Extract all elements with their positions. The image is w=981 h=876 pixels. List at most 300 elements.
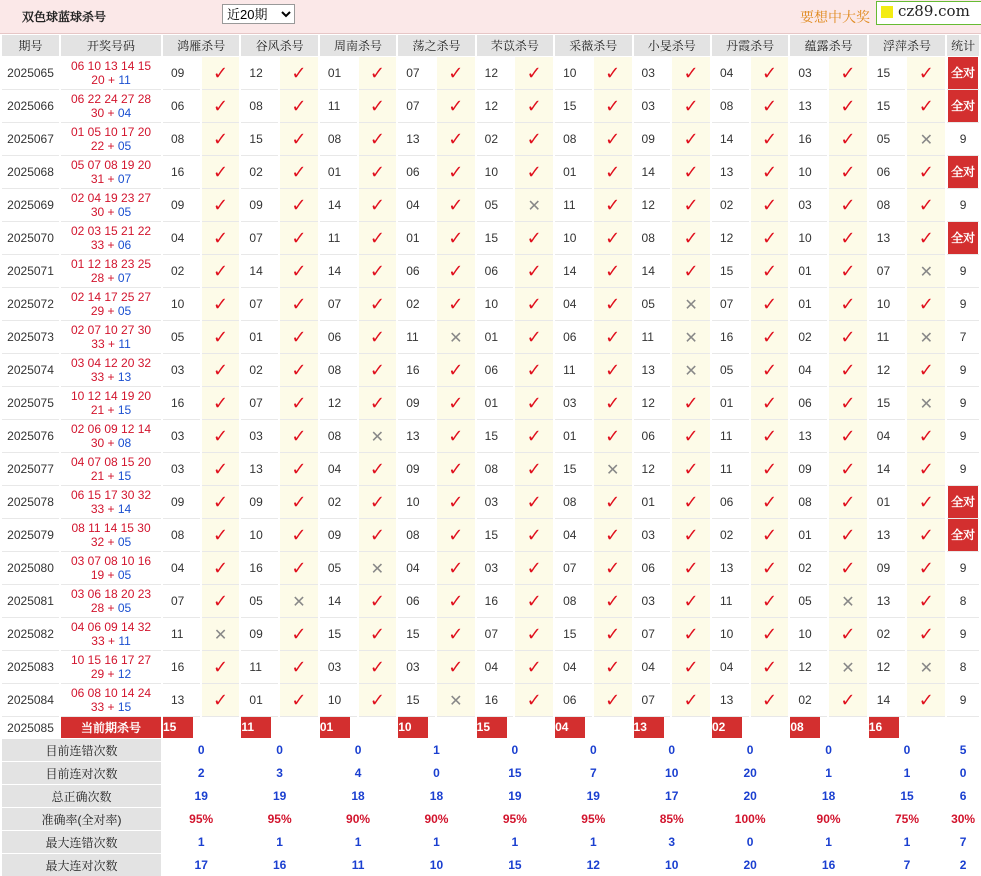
red-balls-line2: 19 + 05 (90, 568, 132, 582)
result-mark-cell (907, 519, 945, 552)
summary-value: 0 (398, 761, 474, 784)
kill-number-cell: 01 (790, 519, 827, 552)
check-icon: ✓ (526, 359, 542, 381)
stat-cell (947, 651, 979, 684)
check-icon: ✓ (291, 194, 307, 216)
cross-icon: ✕ (684, 327, 698, 347)
kill-number-cell: 07 (634, 618, 671, 651)
kill-number-cell: 09 (634, 123, 671, 156)
result-mark-cell (280, 684, 318, 717)
kill-number-cell: 02 (712, 519, 749, 552)
result-mark-cell (594, 387, 632, 420)
kill-number-cell: 11 (398, 321, 435, 354)
kill-number-cell: 11 (241, 651, 278, 684)
current-pick-badge: 08 (790, 717, 820, 738)
result-mark-cell (202, 486, 240, 519)
summary-value: 11 (320, 853, 396, 876)
table-row (2, 453, 979, 486)
result-mark-cell (751, 255, 789, 288)
kill-number-cell: 09 (790, 453, 827, 486)
result-mark-cell (829, 618, 867, 651)
kill-number-cell: 11 (320, 222, 357, 255)
kill-number-cell: 07 (712, 288, 749, 321)
summary-label: 总正确次数 (2, 784, 161, 807)
result-mark-cell (907, 189, 945, 222)
period-cell: 2025084 (2, 684, 59, 717)
result-mark-cell (202, 90, 240, 123)
check-icon: ✓ (840, 359, 856, 381)
kill-number-cell: 09 (163, 57, 200, 90)
current-pick-cell (555, 717, 592, 738)
result-mark-cell (907, 651, 945, 684)
period-range-select[interactable] (222, 4, 295, 24)
result-mark-cell (751, 420, 789, 453)
summary-label: 目前连对次数 (2, 761, 161, 784)
result-mark-cell (672, 684, 710, 717)
result-mark-cell (751, 519, 789, 552)
check-icon: ✓ (683, 623, 699, 645)
red-balls-line1: 06 10 13 14 15 (70, 59, 152, 73)
check-icon: ✓ (212, 359, 229, 381)
result-mark-cell (437, 387, 475, 420)
result-mark-cell (829, 651, 867, 684)
stat-value: 9 (959, 462, 967, 476)
cross-icon: ✕ (841, 657, 855, 677)
check-icon: ✓ (369, 260, 385, 282)
result-mark-cell (515, 684, 553, 717)
result-mark-cell (594, 90, 632, 123)
check-icon: ✓ (918, 557, 934, 579)
stat-cell (947, 354, 979, 387)
table-row (2, 585, 979, 618)
check-icon: ✓ (526, 524, 542, 546)
summary-value: 1 (790, 830, 866, 853)
kill-number-cell: 01 (241, 684, 278, 717)
cross-icon: ✕ (449, 690, 463, 710)
result-mark-cell (280, 420, 318, 453)
result-mark-cell (359, 57, 397, 90)
result-mark-cell (202, 156, 240, 189)
check-icon: ✓ (448, 293, 464, 315)
kill-number-cell: 06 (398, 156, 435, 189)
result-mark-cell (672, 123, 710, 156)
period-cell: 2025077 (2, 453, 59, 486)
kill-number-cell: 04 (163, 552, 200, 585)
blue-ball: 12 (117, 667, 132, 681)
result-mark-cell (672, 519, 710, 552)
check-icon: ✓ (212, 392, 229, 414)
check-icon: ✓ (448, 656, 464, 678)
summary-value: 95% (477, 807, 553, 830)
kill-number-cell: 04 (398, 189, 435, 222)
red-balls-line2: 33 + 06 (90, 238, 132, 252)
kill-number-cell: 03 (398, 651, 435, 684)
check-icon: ✓ (605, 227, 621, 249)
kill-number-cell: 03 (634, 585, 671, 618)
stat-value: 9 (959, 429, 967, 443)
check-icon: ✓ (369, 359, 385, 381)
cross-icon: ✕ (919, 327, 934, 347)
kill-number-cell: 11 (555, 189, 592, 222)
table-row (2, 189, 979, 222)
kill-number-cell: 13 (712, 552, 749, 585)
red-balls-line2: 29 + 05 (90, 304, 132, 318)
all-correct-badge: 全对 (948, 156, 978, 188)
kill-number-cell: 07 (398, 57, 435, 90)
stat-value: 9 (959, 297, 967, 311)
result-mark-cell (594, 552, 632, 585)
check-icon: ✓ (761, 326, 778, 348)
kill-number-cell: 01 (477, 387, 514, 420)
current-pick-spacer (359, 717, 397, 738)
period-cell: 2025074 (2, 354, 59, 387)
table-row (2, 90, 979, 123)
current-pick-spacer (280, 717, 318, 738)
summary-value: 0 (790, 738, 866, 761)
stat-cell (947, 420, 979, 453)
red-balls-line1: 02 04 19 23 27 (70, 191, 152, 205)
summary-value: 0 (241, 738, 317, 761)
kill-number-cell: 08 (163, 123, 200, 156)
red-balls-line1: 06 08 10 14 24 (70, 686, 152, 700)
kill-number-cell: 14 (634, 255, 671, 288)
check-icon: ✓ (369, 95, 385, 117)
kill-number-cell: 03 (634, 90, 671, 123)
red-balls-line1: 03 07 08 10 16 (70, 554, 152, 568)
result-mark-cell (280, 585, 318, 618)
check-icon: ✓ (448, 623, 464, 645)
check-icon: ✓ (918, 590, 934, 612)
current-period-row (2, 717, 979, 738)
stat-cell (947, 387, 979, 420)
kill-number-cell: 06 (477, 255, 514, 288)
result-mark-cell (280, 387, 318, 420)
result-mark-cell (202, 684, 240, 717)
kill-number-cell: 10 (477, 288, 514, 321)
result-mark-cell (359, 90, 397, 123)
check-icon: ✓ (369, 656, 385, 678)
current-pick-spacer (202, 717, 240, 738)
kill-number-cell: 14 (241, 255, 278, 288)
stat-cell (947, 552, 979, 585)
current-pick-cell (712, 717, 749, 738)
all-correct-badge: 全对 (948, 486, 978, 518)
summary-value: 19 (555, 784, 631, 807)
check-icon: ✓ (605, 524, 621, 546)
result-mark-cell (672, 57, 710, 90)
result-mark-cell (202, 618, 240, 651)
table-row (2, 288, 979, 321)
table-row (2, 486, 979, 519)
check-icon: ✓ (369, 491, 385, 513)
check-icon: ✓ (918, 62, 934, 84)
result-mark-cell (829, 321, 867, 354)
kill-number-cell: 01 (712, 387, 749, 420)
blue-ball: 15 (117, 469, 132, 483)
result-mark-cell (672, 618, 710, 651)
check-icon: ✓ (212, 557, 229, 579)
result-mark-cell (359, 453, 397, 486)
kill-number-cell: 03 (555, 387, 592, 420)
kill-number-cell: 02 (398, 288, 435, 321)
blue-ball: 08 (117, 436, 132, 450)
check-icon: ✓ (369, 392, 385, 414)
result-mark-cell (829, 189, 867, 222)
summary-value: 1 (398, 830, 474, 853)
stat-value: 9 (959, 693, 967, 707)
check-icon: ✓ (605, 590, 621, 612)
result-mark-cell (594, 222, 632, 255)
kill-number-cell: 15 (398, 684, 435, 717)
cross-icon: ✕ (370, 558, 385, 578)
result-mark-cell (594, 255, 632, 288)
summary-value: 20 (712, 784, 788, 807)
result-mark-cell (202, 321, 240, 354)
check-icon: ✓ (840, 227, 856, 249)
summary-stat-value: 6 (947, 784, 979, 807)
summary-value: 0 (712, 830, 788, 853)
kill-number-cell: 16 (477, 684, 514, 717)
result-mark-cell (829, 519, 867, 552)
kill-number-cell: 01 (398, 222, 435, 255)
kill-number-cell: 12 (634, 453, 671, 486)
draw-numbers-cell (61, 387, 161, 420)
check-icon: ✓ (840, 260, 856, 282)
period-cell: 2025073 (2, 321, 59, 354)
check-icon: ✓ (761, 689, 778, 711)
current-pick-cell (634, 717, 671, 738)
kill-number-cell: 02 (790, 684, 827, 717)
result-mark-cell (359, 387, 397, 420)
check-icon: ✓ (291, 491, 307, 513)
result-mark-cell (202, 354, 240, 387)
result-mark-cell (437, 222, 475, 255)
stat-cell (947, 519, 979, 552)
kill-number-cell: 15 (398, 618, 435, 651)
result-mark-cell (907, 684, 945, 717)
result-mark-cell (280, 552, 318, 585)
red-balls-line2: 30 + 08 (90, 436, 132, 450)
result-mark-cell (672, 453, 710, 486)
summary-value: 0 (477, 738, 553, 761)
result-mark-cell (751, 585, 789, 618)
result-mark-cell (672, 222, 710, 255)
kill-number-cell: 03 (634, 519, 671, 552)
blue-ball: 11 (118, 337, 131, 351)
kill-number-cell: 06 (398, 255, 435, 288)
result-mark-cell (280, 288, 318, 321)
result-mark-cell (672, 651, 710, 684)
kill-number-cell: 07 (163, 585, 200, 618)
check-icon: ✓ (605, 689, 621, 711)
result-mark-cell (672, 156, 710, 189)
check-icon: ✓ (291, 458, 307, 480)
check-icon: ✓ (369, 62, 385, 84)
summary-value: 0 (320, 738, 396, 761)
result-mark-cell (594, 156, 632, 189)
check-icon: ✓ (212, 656, 229, 678)
kill-number-cell: 14 (869, 453, 906, 486)
check-icon: ✓ (526, 62, 542, 84)
check-icon: ✓ (683, 260, 699, 282)
kill-number-cell: 13 (634, 354, 671, 387)
check-icon: ✓ (605, 260, 621, 282)
draw-numbers-cell (61, 255, 161, 288)
draw-numbers-cell (61, 189, 161, 222)
kill-number-cell: 09 (398, 387, 435, 420)
kill-number-cell: 05 (320, 552, 357, 585)
check-icon: ✓ (448, 392, 464, 414)
check-icon: ✓ (840, 425, 856, 447)
kill-number-cell: 13 (790, 90, 827, 123)
result-mark-cell (359, 321, 397, 354)
check-icon: ✓ (212, 260, 229, 282)
check-icon: ✓ (526, 95, 542, 117)
kill-number-cell: 15 (477, 519, 514, 552)
result-mark-cell (594, 288, 632, 321)
summary-row (2, 761, 979, 784)
current-pick-badge: 15 (163, 717, 193, 738)
kill-number-cell: 04 (320, 453, 357, 486)
kill-number-cell: 14 (320, 255, 357, 288)
check-icon: ✓ (605, 392, 621, 414)
header-predictor: 小旻杀号 (634, 35, 710, 57)
cross-icon: ✕ (919, 657, 934, 677)
kill-number-cell: 12 (790, 651, 827, 684)
result-mark-cell (280, 453, 318, 486)
red-balls-line1: 04 07 08 15 20 (70, 455, 152, 469)
check-icon: ✓ (840, 128, 856, 150)
check-icon: ✓ (291, 62, 307, 84)
check-icon: ✓ (683, 194, 699, 216)
kill-number-cell: 06 (477, 354, 514, 387)
period-cell: 2025066 (2, 90, 59, 123)
current-stat-cell (947, 717, 979, 738)
result-mark-cell (515, 222, 553, 255)
summary-value: 1 (555, 830, 631, 853)
kill-number-cell: 08 (790, 486, 827, 519)
check-icon: ✓ (369, 293, 385, 315)
header-stat: 统计 (947, 35, 979, 57)
check-icon: ✓ (605, 62, 621, 84)
check-icon: ✓ (291, 293, 307, 315)
kill-number-cell: 16 (163, 156, 200, 189)
result-mark-cell (829, 453, 867, 486)
check-icon: ✓ (526, 128, 542, 150)
check-icon: ✓ (369, 689, 385, 711)
result-mark-cell (437, 288, 475, 321)
result-mark-cell (829, 156, 867, 189)
kill-number-cell: 13 (869, 585, 906, 618)
summary-value: 4 (320, 761, 396, 784)
check-icon: ✓ (918, 491, 934, 513)
result-mark-cell (437, 255, 475, 288)
period-cell: 2025076 (2, 420, 59, 453)
result-mark-cell (359, 552, 397, 585)
kill-number-cell: 04 (634, 651, 671, 684)
check-icon: ✓ (291, 326, 307, 348)
red-balls-line2: 28 + 05 (90, 601, 132, 615)
kill-number-cell: 04 (477, 651, 514, 684)
period-cell: 2025083 (2, 651, 59, 684)
check-icon: ✓ (448, 524, 464, 546)
summary-label: 最大连对次数 (2, 853, 161, 876)
cross-icon: ✕ (684, 294, 698, 314)
kill-number-cell: 14 (712, 123, 749, 156)
result-mark-cell (280, 486, 318, 519)
kill-number-cell: 03 (163, 453, 200, 486)
kill-number-cell: 16 (163, 387, 200, 420)
kill-number-cell: 01 (241, 321, 278, 354)
check-icon: ✓ (605, 326, 621, 348)
header-predictor: 周南杀号 (320, 35, 396, 57)
kill-number-cell: 15 (869, 57, 906, 90)
table-row (2, 618, 979, 651)
cross-icon: ✕ (527, 195, 541, 215)
kill-number-cell: 01 (790, 288, 827, 321)
summary-stat-value: 30% (947, 807, 979, 830)
kill-number-cell: 11 (163, 618, 200, 651)
check-icon: ✓ (918, 293, 934, 315)
check-icon: ✓ (448, 194, 464, 216)
red-balls-line1: 01 12 18 23 25 (70, 257, 152, 271)
stat-value: 9 (959, 627, 967, 641)
check-icon: ✓ (840, 293, 856, 315)
result-mark-cell (515, 354, 553, 387)
period-cell: 2025079 (2, 519, 59, 552)
check-icon: ✓ (448, 491, 464, 513)
kill-number-cell: 04 (555, 651, 592, 684)
result-mark-cell (359, 651, 397, 684)
kill-number-cell: 08 (555, 123, 592, 156)
brand-logo[interactable] (876, 1, 981, 25)
summary-value: 18 (320, 784, 396, 807)
result-mark-cell (672, 255, 710, 288)
blue-ball: 05 (117, 535, 132, 549)
stat-value: 9 (959, 396, 967, 410)
summary-label: 准确率(全对率) (2, 807, 161, 830)
current-pick-badge: 11 (241, 717, 271, 738)
kill-number-cell: 15 (869, 90, 906, 123)
result-mark-cell (515, 57, 553, 90)
draw-numbers-cell (61, 90, 161, 123)
blue-ball: 13 (117, 370, 132, 384)
period-cell: 2025075 (2, 387, 59, 420)
result-mark-cell (280, 57, 318, 90)
check-icon: ✓ (369, 458, 385, 480)
period-cell: 2025069 (2, 189, 59, 222)
current-pick-spacer (751, 717, 789, 738)
check-icon: ✓ (526, 656, 542, 678)
red-balls-line1: 02 14 17 25 27 (70, 290, 152, 304)
result-mark-cell (359, 189, 397, 222)
result-mark-cell (594, 123, 632, 156)
result-mark-cell (437, 156, 475, 189)
kill-number-cell: 07 (477, 618, 514, 651)
check-icon: ✓ (448, 227, 464, 249)
summary-value: 10 (634, 853, 710, 876)
check-icon: ✓ (212, 491, 229, 513)
current-pick-spacer (594, 717, 632, 738)
result-mark-cell (907, 387, 945, 420)
draw-numbers-cell (61, 519, 161, 552)
kill-number-cell: 12 (320, 387, 357, 420)
stat-cell (947, 684, 979, 717)
result-mark-cell (672, 552, 710, 585)
check-icon: ✓ (918, 194, 934, 216)
summary-value: 100% (712, 807, 788, 830)
current-pick-cell (869, 717, 906, 738)
